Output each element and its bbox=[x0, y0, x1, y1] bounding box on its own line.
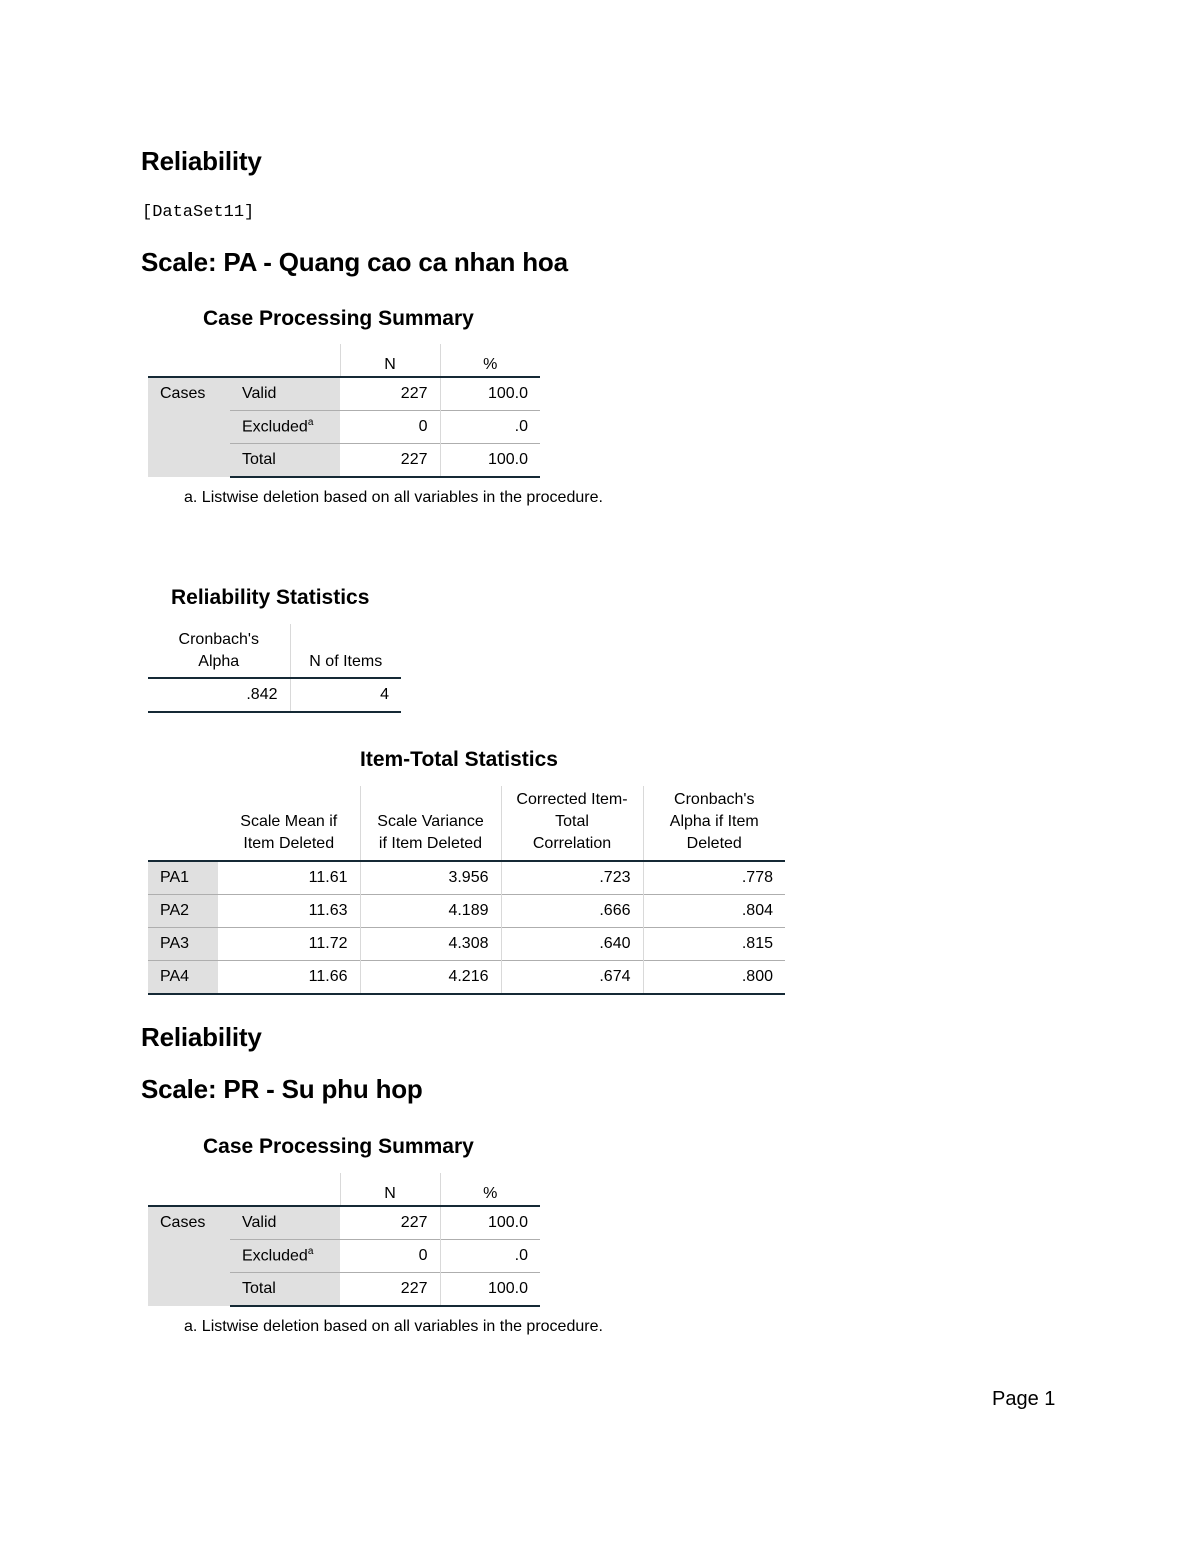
case-summary-table bbox=[148, 1173, 540, 1307]
case-summary-footnote: a. Listwise deletion based on all variables in the procedure. bbox=[184, 1318, 603, 1335]
group-label: Cases bbox=[148, 377, 230, 477]
row-label-excluded: Excluded$^a$ bbox=[230, 1240, 340, 1273]
table-row bbox=[148, 861, 785, 895]
page-number: Page 1 bbox=[992, 1388, 1056, 1410]
row-label-item: PA2 bbox=[148, 895, 218, 928]
reliability-stats-title: Reliability Statistics bbox=[171, 586, 370, 609]
cell-correlation: .674 bbox=[501, 961, 643, 995]
group-label: Cases bbox=[148, 1206, 230, 1306]
row-label-total: Total bbox=[230, 444, 340, 478]
section-heading: Reliability bbox=[141, 1022, 262, 1052]
row-label-item: PA4 bbox=[148, 961, 218, 995]
col-header-scale-variance: Scale Variance if Item Deleted bbox=[360, 786, 501, 861]
footnote-marker: a bbox=[307, 1246, 314, 1258]
row-label-valid: Valid bbox=[230, 1206, 340, 1240]
row-label-item: PA3 bbox=[148, 928, 218, 961]
cell-n-items: 4 bbox=[290, 678, 401, 712]
cell-n: 227 bbox=[340, 1273, 440, 1307]
cell-percent: .0 bbox=[440, 411, 540, 444]
cell-mean: 11.72 bbox=[218, 928, 360, 961]
dataset-label: [DataSet11] bbox=[142, 203, 255, 222]
col-header-corrected-correlation: Corrected Item- Total Correlation bbox=[501, 786, 643, 861]
scale-title: Scale: PR - Su phu hop bbox=[141, 1074, 423, 1104]
cell-variance: 4.308 bbox=[360, 928, 501, 961]
cell-alpha: .815 bbox=[643, 928, 785, 961]
cell-percent: 100.0 bbox=[440, 1273, 540, 1307]
row-label-valid: Valid bbox=[230, 377, 340, 411]
item-total-table bbox=[148, 786, 785, 995]
cell-n: 0 bbox=[340, 1240, 440, 1273]
col-header-n: N bbox=[340, 1173, 440, 1206]
cell-alpha: .804 bbox=[643, 895, 785, 928]
row-label-item: PA1 bbox=[148, 861, 218, 895]
case-summary-table bbox=[148, 344, 540, 478]
cell-n: 227 bbox=[340, 444, 440, 478]
row-label-total: Total bbox=[230, 1273, 340, 1307]
col-header-percent: % bbox=[440, 1173, 540, 1206]
cell-alpha: .842 bbox=[148, 678, 290, 712]
cell-variance: 3.956 bbox=[360, 861, 501, 895]
cell-variance: 4.216 bbox=[360, 961, 501, 995]
footnote-marker: a bbox=[307, 417, 314, 429]
col-header-scale-mean: Scale Mean if Item Deleted bbox=[240, 813, 338, 852]
cell-n: 0 bbox=[340, 411, 440, 444]
table-row bbox=[148, 928, 785, 961]
cell-mean: 11.63 bbox=[218, 895, 360, 928]
cell-percent: 100.0 bbox=[440, 1206, 540, 1240]
col-header-alpha-if-deleted: Cronbach's Alpha if Item Deleted bbox=[643, 786, 785, 861]
cell-correlation: .666 bbox=[501, 895, 643, 928]
cell-percent: .0 bbox=[440, 1240, 540, 1273]
table-row bbox=[148, 895, 785, 928]
item-total-title: Item-Total Statistics bbox=[360, 748, 558, 771]
case-summary-title: Case Processing Summary bbox=[203, 1135, 474, 1158]
cell-alpha: .800 bbox=[643, 961, 785, 995]
col-header-percent: % bbox=[440, 344, 540, 377]
col-header-n: N bbox=[340, 344, 440, 377]
cell-correlation: .640 bbox=[501, 928, 643, 961]
table-row bbox=[148, 961, 785, 995]
cell-variance: 4.189 bbox=[360, 895, 501, 928]
case-summary-footnote: a. Listwise deletion based on all variables in the procedure. bbox=[184, 489, 603, 506]
reliability-stats-table bbox=[148, 624, 401, 713]
cell-n: 227 bbox=[340, 1206, 440, 1240]
cell-mean: 11.66 bbox=[218, 961, 360, 995]
cell-percent: 100.0 bbox=[440, 444, 540, 478]
cell-alpha: .778 bbox=[643, 861, 785, 895]
cell-percent: 100.0 bbox=[440, 377, 540, 411]
col-header-n-of-items: N of Items bbox=[290, 624, 401, 678]
cell-correlation: .723 bbox=[501, 861, 643, 895]
cell-n: 227 bbox=[340, 377, 440, 411]
case-summary-title: Case Processing Summary bbox=[203, 307, 474, 330]
col-header-cronbach-alpha: Cronbach's Alpha bbox=[178, 631, 259, 670]
section-heading: Reliability bbox=[141, 146, 262, 176]
scale-title: Scale: PA - Quang cao ca nhan hoa bbox=[141, 247, 568, 277]
row-label-excluded: Excluded$^a$ bbox=[230, 411, 340, 444]
cell-mean: 11.61 bbox=[218, 861, 360, 895]
